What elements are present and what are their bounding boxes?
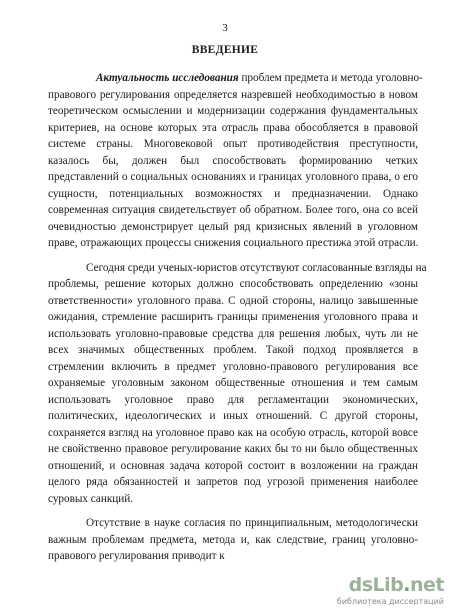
page-number: 3 xyxy=(222,22,228,34)
text-line: критериев, на основе которых эта отрасль права обособляется в правовой xyxy=(48,121,418,134)
text-line: Сегодня среди ученых-юристов отсутствуют согласованные взгляды на xyxy=(86,261,427,274)
document-body xyxy=(48,70,427,565)
paragraph-1 xyxy=(48,70,423,252)
paragraph-2 xyxy=(48,260,427,508)
text-line: очевидностью демонстрирует целый ряд кризисных явлений в уголовном xyxy=(48,220,418,233)
text-line: суровых санкций. xyxy=(48,492,134,505)
text-line: правового регулирования приводит к xyxy=(48,550,225,562)
text-line: стремлении включить в предмет уголовно-правового регулирования все xyxy=(48,360,418,373)
text-line: не свойственно правовое регулирование каких бы то ни было общественных xyxy=(48,443,418,455)
text-line: сущности, потенциальных возможностях и предназначении. Однако xyxy=(48,187,418,200)
site-watermark xyxy=(326,574,444,610)
text-line: всех значимых общественных проблем. Такой подход проявляется в xyxy=(48,344,418,356)
text-line: казалось бы, должен был способствовать формированию четких xyxy=(48,154,418,167)
text-line: использовать уголовно-правовые средства для решения любых, чуть ли не xyxy=(48,327,418,340)
text-line: целого ряда обязанностей и запретов под угрозой применения наиболее xyxy=(48,476,418,488)
text-line: важным проблемам предмета, метода и, как следствие, границ уголовно- xyxy=(48,533,418,546)
text-line: политических, идеологических и иных отношений. С другой стороны, xyxy=(48,410,418,422)
text-line: Актуальность исследования проблем предмета и метода уголовно- xyxy=(96,72,423,84)
text-line: ответственности» уголовного права. С одной стороны, налицо завышенные xyxy=(48,294,418,307)
text-line: теоретическом осмыслении и модернизации содержания фундаментальных xyxy=(48,105,418,117)
text-line: современная ситуация свидетельствует об обратном. Более того, она со всей xyxy=(48,204,418,216)
text-line: охраняемые уголовным законом общественные отношения и тем самым xyxy=(48,377,418,389)
text-line: представлений о социальных основаниях и границах уголовного права, о его xyxy=(48,171,418,183)
lead-phrase: Актуальность исследования xyxy=(96,72,239,84)
text-line: правового регулирования определяется назревшей необходимостью в новом xyxy=(48,88,418,101)
paragraph-3 xyxy=(48,515,418,565)
text-line: проблемы, решение которых должно способствовать определению «зоны xyxy=(48,278,418,290)
text-line: системе страны. Многовековой опыт противодействия преступности, xyxy=(48,138,418,150)
text-line: ожидания, стремление расширить границы применения уголовного права и xyxy=(48,311,418,323)
text-line: сохраняется взгляд на уголовное право как на особую отрасль, которой вовсе xyxy=(48,426,418,439)
text-line: Отсутствие в науке согласия по принципиальным, методологически xyxy=(86,517,418,529)
site-logo: dsLib.net xyxy=(348,574,444,596)
section-heading: ВВЕДЕНИЕ xyxy=(191,44,259,56)
site-tagline: библиотека диссертаций xyxy=(336,597,444,606)
text-line: использовать уголовное право для регламентации экономических, xyxy=(48,393,418,406)
text-line: отношений, и основная задача которой состоит в возложении на граждан xyxy=(48,459,418,472)
text-line: праве, отражающих процессы снижения социального престижа этой отрасли. xyxy=(48,237,419,249)
